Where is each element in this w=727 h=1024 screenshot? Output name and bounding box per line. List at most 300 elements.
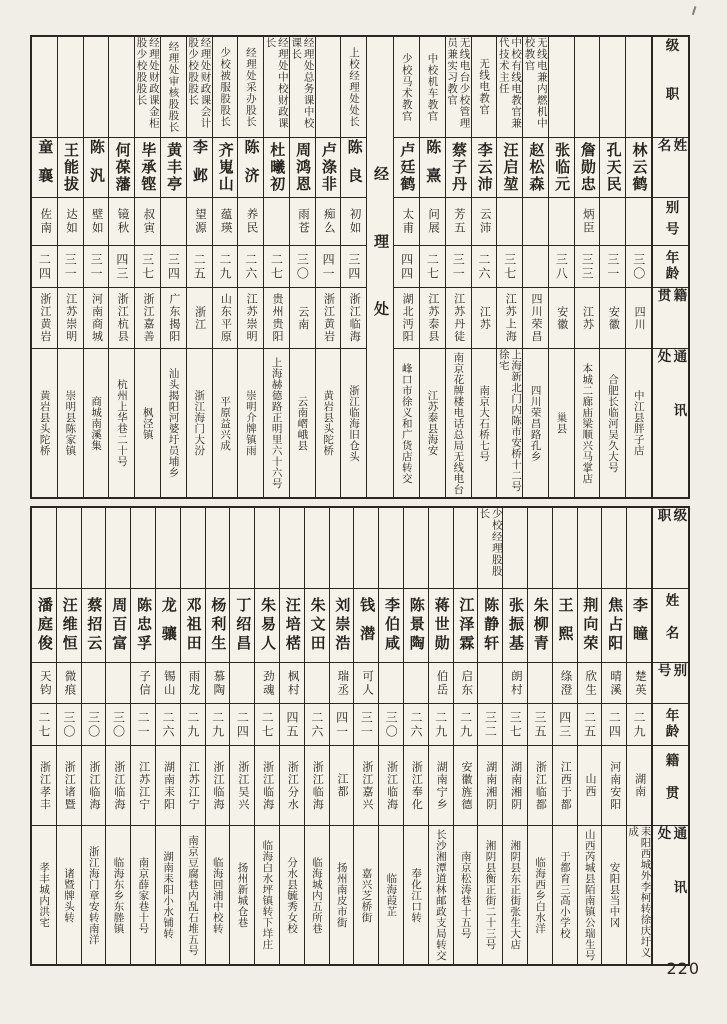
- person-alias-text: 蕴瑛: [219, 208, 232, 235]
- person-rank-cell: [187, 37, 212, 137]
- person-name-cell: [503, 588, 527, 662]
- person-native-text: 安徽旌德: [460, 760, 472, 811]
- roster-table-bottom: [30, 506, 690, 966]
- person-age-cell: [354, 703, 378, 745]
- person-native-text: 云南: [296, 305, 309, 331]
- person-rank-cell: [238, 37, 263, 137]
- person-name-text: 蔡招云: [85, 597, 103, 654]
- person-name-text: 王能拔: [62, 142, 80, 193]
- person-address-text: 嘉兴芝桥街: [360, 867, 373, 923]
- person-name-cell: [553, 588, 577, 662]
- person-address-text: 临海东乡东塍镇: [112, 856, 125, 934]
- person-alias-cell: [58, 197, 83, 245]
- person-age-cell: [404, 703, 428, 745]
- person-address-cell: [213, 348, 238, 497]
- person-age-cell: [109, 245, 134, 287]
- person-native-text: 山东平原: [219, 293, 232, 343]
- person-address-cell: [575, 348, 600, 497]
- person-name-cell: [161, 137, 186, 197]
- person-alias-cell: [354, 662, 378, 703]
- person-alias-cell: [264, 197, 289, 245]
- person-address-cell: [135, 348, 160, 497]
- person-address-text: 南京薛家巷十号: [137, 856, 150, 934]
- person-age-cell: [602, 703, 626, 745]
- person-native-cell: [187, 287, 212, 348]
- person-name-cell: [627, 588, 651, 662]
- person-native-text: 湖南: [633, 773, 646, 798]
- person-rank-cell: [379, 508, 403, 588]
- person-native-text: 江西于都: [559, 760, 572, 811]
- person-name-text: 陈济: [242, 139, 260, 196]
- person-name-text: 李邺: [190, 139, 208, 196]
- person-column: [340, 37, 366, 497]
- header-native-label: [653, 287, 688, 348]
- header-alias-label: [653, 197, 688, 245]
- person-address-cell: [379, 825, 403, 964]
- person-alias-text: 慕陶: [212, 669, 225, 697]
- person-address-text: 浙江海门大汾: [193, 390, 206, 456]
- person-alias-cell: [578, 662, 602, 703]
- person-alias-text: 炳臣: [581, 208, 594, 235]
- person-age-text: 四五: [285, 710, 300, 739]
- person-name-text: 龙骧: [159, 597, 177, 654]
- person-column: [496, 37, 522, 497]
- person-native-text: 浙江诸暨: [63, 760, 76, 811]
- person-column: [289, 37, 315, 497]
- person-age-text: 四一: [334, 710, 349, 739]
- person-address-cell: [82, 825, 106, 964]
- person-native-cell: [82, 745, 106, 825]
- person-age-text: 二九: [185, 710, 200, 739]
- person-rank-text: 少校马术教官: [400, 52, 413, 122]
- person-native-cell: [420, 287, 445, 348]
- person-address-cell: [131, 825, 155, 964]
- person-address-cell: [600, 348, 625, 497]
- person-alias-text: 劲魂: [261, 669, 274, 697]
- person-column: [134, 37, 160, 497]
- person-age-text: 三一: [359, 710, 374, 739]
- person-age-cell: [454, 703, 478, 745]
- person-column: [108, 37, 134, 497]
- person-rank-cell: [230, 508, 254, 588]
- person-alias-text: 云沛: [478, 208, 491, 235]
- person-name-text: 朱文田: [308, 597, 326, 654]
- person-rank-cell: [106, 508, 130, 588]
- person-age-cell: [131, 703, 155, 745]
- person-native-text: 浙江临海: [212, 760, 225, 811]
- person-age-text: 三三: [580, 252, 595, 281]
- person-age-cell: [82, 703, 106, 745]
- person-age-cell: [161, 245, 186, 287]
- person-age-text: 二九: [210, 710, 225, 739]
- person-alias-cell: [280, 662, 304, 703]
- person-alias-text: 痴么: [322, 208, 335, 235]
- person-name-cell: [280, 588, 304, 662]
- person-alias-text: 壁如: [90, 208, 103, 235]
- person-alias-cell: [316, 197, 341, 245]
- person-name-cell: [341, 137, 366, 197]
- person-native-cell: [131, 745, 155, 825]
- person-address-text: 崇明县陈家镇: [64, 390, 77, 456]
- person-native-text: 浙江临都: [534, 760, 547, 811]
- person-age-cell: [472, 245, 497, 287]
- person-native-cell: [305, 745, 329, 825]
- person-rank-cell: [549, 37, 574, 137]
- person-native-text: 江苏江宁: [137, 760, 150, 811]
- person-column: [32, 37, 57, 497]
- person-native-text: 浙江: [193, 305, 206, 331]
- person-age-cell: [341, 245, 366, 287]
- person-alias-cell: [32, 662, 56, 703]
- person-age-text: 三七: [140, 252, 155, 281]
- person-name-cell: [181, 588, 205, 662]
- person-native-text: 湖北沔阳: [401, 293, 414, 343]
- person-alias-cell: [131, 662, 155, 703]
- person-native-text: 山西: [583, 773, 596, 798]
- person-age-cell: [478, 703, 502, 745]
- person-column: [353, 508, 378, 964]
- person-rank-cell: [156, 508, 180, 588]
- person-native-cell: [602, 745, 626, 825]
- person-name-cell: [32, 588, 56, 662]
- person-alias-cell: [394, 197, 419, 245]
- person-name-text: 杜曦初: [268, 142, 286, 193]
- person-rank-cell: [135, 37, 160, 137]
- person-address-cell: [341, 348, 366, 497]
- header-address-label: [653, 348, 688, 497]
- person-address-text: 上海赫德路正明里六十六号: [270, 357, 283, 489]
- person-age-text: 三五: [532, 710, 547, 739]
- person-native-text: 湖南宁乡: [435, 760, 448, 811]
- person-name-cell: [478, 588, 502, 662]
- person-address-cell: [503, 825, 527, 964]
- person-name-text: 李伯咸: [382, 597, 400, 654]
- person-column: [160, 37, 186, 497]
- person-column: [471, 37, 497, 497]
- person-address-text: 商城南溪集: [90, 395, 103, 451]
- person-rank-cell: [523, 37, 548, 137]
- person-native-text: 安徽: [555, 305, 568, 331]
- person-age-cell: [394, 245, 419, 287]
- person-age-text: 二七: [425, 252, 440, 281]
- person-alias-text: 佐南: [39, 208, 52, 235]
- person-rank-cell: [206, 508, 230, 588]
- person-alias-text: 雨龙: [187, 669, 200, 697]
- person-address-text: 上海新北门内陈市安桥十二号徐宅: [497, 349, 523, 492]
- person-address-text: 南京松涛巷十五号: [459, 851, 472, 939]
- person-age-cell: [627, 703, 651, 745]
- person-native-cell: [600, 287, 625, 348]
- person-native-text: 浙江嘉善: [142, 293, 155, 343]
- person-native-cell: [330, 745, 354, 825]
- person-address-cell: [446, 348, 471, 497]
- person-name-text: 齐嵬山: [216, 142, 234, 193]
- person-address-text: 浙江海门章安转南洋: [87, 845, 100, 945]
- person-name-text: 赵松森: [527, 142, 545, 193]
- person-native-cell: [454, 745, 478, 825]
- person-column: [522, 37, 548, 497]
- person-alias-text: 太甫: [401, 208, 414, 235]
- person-name-cell: [600, 137, 625, 197]
- person-rank-cell: [454, 508, 478, 588]
- person-name-cell: [264, 137, 289, 197]
- person-address-cell: [523, 348, 548, 497]
- person-name-cell: [58, 137, 83, 197]
- person-address-cell: [404, 825, 428, 964]
- person-age-text: 三〇: [384, 710, 399, 739]
- person-rank-cell: [478, 508, 502, 588]
- person-name-cell: [131, 588, 155, 662]
- person-rank-cell: [602, 508, 626, 588]
- person-alias-cell: [230, 662, 254, 703]
- person-native-text: 浙江黄岩: [38, 293, 51, 343]
- header-name-label: [653, 137, 688, 197]
- person-address-text: 江苏泰县海安: [426, 390, 439, 456]
- person-native-cell: [523, 287, 548, 348]
- person-alias-text: 雨苍: [297, 208, 310, 235]
- person-address-cell: [626, 348, 651, 497]
- person-age-text: 二九: [458, 710, 473, 739]
- person-age-text: 三七: [502, 252, 517, 281]
- person-name-text: 江泽霖: [457, 597, 475, 654]
- person-address-cell: [429, 825, 453, 964]
- person-alias-text: 养民: [245, 208, 258, 235]
- person-name-text: 张振基: [506, 597, 524, 654]
- person-native-text: 江苏崇明: [245, 293, 258, 343]
- person-name-text: 周鸿恩: [294, 142, 312, 193]
- person-address-cell: [32, 825, 56, 964]
- person-native-text: 江苏泰县: [426, 293, 439, 343]
- person-column: [130, 508, 155, 964]
- person-name-text: 汪培楛: [283, 597, 301, 654]
- person-alias-cell: [602, 662, 626, 703]
- person-name-text: 何葆藩: [113, 142, 131, 193]
- person-column: [403, 508, 428, 964]
- person-native-cell: [135, 287, 160, 348]
- person-rank-cell: [255, 508, 279, 588]
- person-column: [229, 508, 254, 964]
- person-native-text: 浙江奉化: [410, 760, 423, 811]
- person-column: [279, 508, 304, 964]
- person-name-text: 朱柳青: [531, 597, 549, 654]
- person-age-cell: [156, 703, 180, 745]
- person-rank-cell: [32, 37, 57, 137]
- person-name-cell: [575, 137, 600, 197]
- person-column: [477, 508, 502, 964]
- person-address-text: 扬州南皮市街: [335, 862, 348, 928]
- person-native-text: 河南商城: [90, 293, 103, 343]
- person-native-cell: [255, 745, 279, 825]
- person-name-cell: [290, 137, 315, 197]
- person-native-cell: [230, 745, 254, 825]
- person-native-cell: [84, 287, 109, 348]
- person-name-cell: [379, 588, 403, 662]
- person-native-cell: [238, 287, 263, 348]
- person-name-text: 蒋世勋: [432, 597, 450, 654]
- person-address-cell: [578, 825, 602, 964]
- person-alias-cell: [600, 197, 625, 245]
- person-name-cell: [213, 137, 238, 197]
- person-rank-text: 无线电教官: [478, 58, 491, 116]
- person-age-cell: [523, 245, 548, 287]
- person-age-text: 三四: [166, 252, 181, 281]
- header-address-text: 通讯处: [655, 826, 687, 934]
- person-rank-cell: [131, 508, 155, 588]
- person-name-cell: [156, 588, 180, 662]
- person-age-cell: [280, 703, 304, 745]
- person-alias-cell: [187, 197, 212, 245]
- person-rank-text: 少校被服股股长: [219, 46, 232, 128]
- person-alias-cell: [404, 662, 428, 703]
- person-name-text: 陈静轩: [482, 597, 500, 654]
- person-alias-cell: [553, 662, 577, 703]
- person-address-text: 云南嶍峨县: [296, 395, 309, 451]
- person-native-cell: [316, 287, 341, 348]
- person-native-text: 浙江临海: [311, 760, 324, 811]
- person-column: [428, 508, 453, 964]
- person-age-cell: [575, 245, 600, 287]
- person-column: [212, 37, 238, 497]
- person-native-text: 河南安阳: [608, 760, 621, 811]
- header-address-label: [653, 825, 688, 964]
- person-rank-cell: [280, 508, 304, 588]
- person-address-cell: [420, 348, 445, 497]
- person-address-text: 扬州新城仓巷: [236, 862, 249, 928]
- person-name-text: 陈良: [345, 139, 363, 196]
- person-native-text: 江苏: [478, 305, 491, 331]
- person-age-cell: [420, 245, 445, 287]
- person-age-cell: [379, 703, 403, 745]
- person-alias-cell: [32, 197, 57, 245]
- person-native-text: 浙江嘉兴: [360, 760, 373, 811]
- person-age-cell: [181, 703, 205, 745]
- header-age-text: 年龄: [663, 708, 679, 741]
- person-age-cell: [503, 703, 527, 745]
- person-alias-text: 微痕: [63, 669, 76, 697]
- person-name-text: 丁绍昌: [234, 597, 252, 654]
- person-native-cell: [341, 287, 366, 348]
- person-alias-cell: [135, 197, 160, 245]
- person-age-text: 二九: [217, 252, 232, 281]
- person-alias-text: 达如: [64, 208, 77, 235]
- person-name-cell: [472, 137, 497, 197]
- person-address-text: 湖南耒阳小水铺转: [162, 851, 175, 939]
- person-age-cell: [238, 245, 263, 287]
- person-column: [378, 508, 403, 964]
- section-cell: [367, 37, 393, 497]
- person-rank-text: 经理处审核股股长: [167, 41, 180, 133]
- person-native-cell: [503, 745, 527, 825]
- person-address-cell: [206, 825, 230, 964]
- person-age-text: 二六: [161, 710, 176, 739]
- person-alias-cell: [290, 197, 315, 245]
- person-native-cell: [290, 287, 315, 348]
- person-rank-cell: [600, 37, 625, 137]
- person-alias-cell: [379, 662, 403, 703]
- person-alias-text: 镜秋: [116, 208, 129, 235]
- person-name-text: 孔天民: [604, 142, 622, 193]
- person-age-text: 二七: [37, 710, 52, 739]
- person-address-text: 杭州上华巷二十号: [115, 379, 128, 467]
- person-address-text: 汕头揭阳河婆圩员埔乡: [167, 368, 180, 478]
- person-native-text: 江苏上海: [504, 293, 517, 343]
- person-column: [57, 37, 83, 497]
- person-name-text: 邓祖田: [184, 597, 202, 654]
- person-age-cell: [528, 703, 552, 745]
- person-rank-cell: [627, 508, 651, 588]
- person-native-text: 江苏丹徒: [452, 293, 465, 343]
- person-native-text: 江都: [336, 773, 349, 798]
- person-native-cell: [553, 745, 577, 825]
- person-name-cell: [394, 137, 419, 197]
- person-age-cell: [446, 245, 471, 287]
- person-name-cell: [404, 588, 428, 662]
- header-column: [651, 37, 688, 497]
- person-name-cell: [84, 137, 109, 197]
- header-alias-text: 别号: [663, 199, 679, 244]
- header-alias-label: [653, 662, 688, 703]
- person-age-cell: [58, 245, 83, 287]
- person-age-cell: [553, 703, 577, 745]
- person-rank-cell: [213, 37, 238, 137]
- roster-table-top: [30, 35, 690, 499]
- person-age-text: 三〇: [295, 252, 310, 281]
- person-alias-cell: [305, 662, 329, 703]
- person-age-text: 二四: [235, 710, 250, 739]
- page-number: 220: [666, 959, 700, 978]
- person-address-cell: [627, 825, 651, 964]
- person-address-text: 黄岩县头陀桥: [322, 390, 335, 456]
- person-rank-cell: [497, 37, 522, 137]
- person-native-cell: [106, 745, 130, 825]
- person-native-cell: [156, 745, 180, 825]
- person-rank-cell: [32, 508, 56, 588]
- person-age-text: 二七: [269, 252, 284, 281]
- person-rank-text: 经理处中校财政课长: [264, 37, 289, 129]
- person-native-cell: [354, 745, 378, 825]
- person-column: [626, 508, 651, 964]
- person-name-text: 童襄: [36, 139, 54, 196]
- person-column: [502, 508, 527, 964]
- person-native-cell: [161, 287, 186, 348]
- person-alias-cell: [181, 662, 205, 703]
- person-address-cell: [497, 348, 522, 497]
- person-native-cell: [32, 745, 56, 825]
- person-column: [625, 37, 651, 497]
- person-alias-cell: [454, 662, 478, 703]
- person-rank-cell: [58, 37, 83, 137]
- person-address-text: 枫泾镇: [141, 406, 154, 440]
- person-age-text: 三一: [89, 252, 104, 281]
- person-native-cell: [206, 745, 230, 825]
- person-native-text: 浙江分水: [286, 760, 299, 811]
- person-name-cell: [109, 137, 134, 197]
- person-age-text: 四四: [399, 252, 414, 281]
- person-address-cell: [354, 825, 378, 964]
- person-native-cell: [379, 745, 403, 825]
- person-native-text: 广东揭阳: [167, 293, 180, 343]
- person-native-cell: [497, 287, 522, 348]
- person-name-text: 王熙: [556, 597, 574, 654]
- person-name-text: 钱潜: [358, 597, 376, 654]
- person-address-text: 湘阴县东正街张生大店: [509, 840, 522, 950]
- person-address-text: 巢县: [555, 412, 568, 434]
- person-age-text: 二四: [607, 710, 622, 739]
- person-age-text: 三二: [483, 710, 498, 739]
- person-rank-text: 无线电台少校管理员兼实习教官: [446, 37, 471, 129]
- person-address-cell: [472, 348, 497, 497]
- person-alias-text: 伯岳: [435, 669, 448, 697]
